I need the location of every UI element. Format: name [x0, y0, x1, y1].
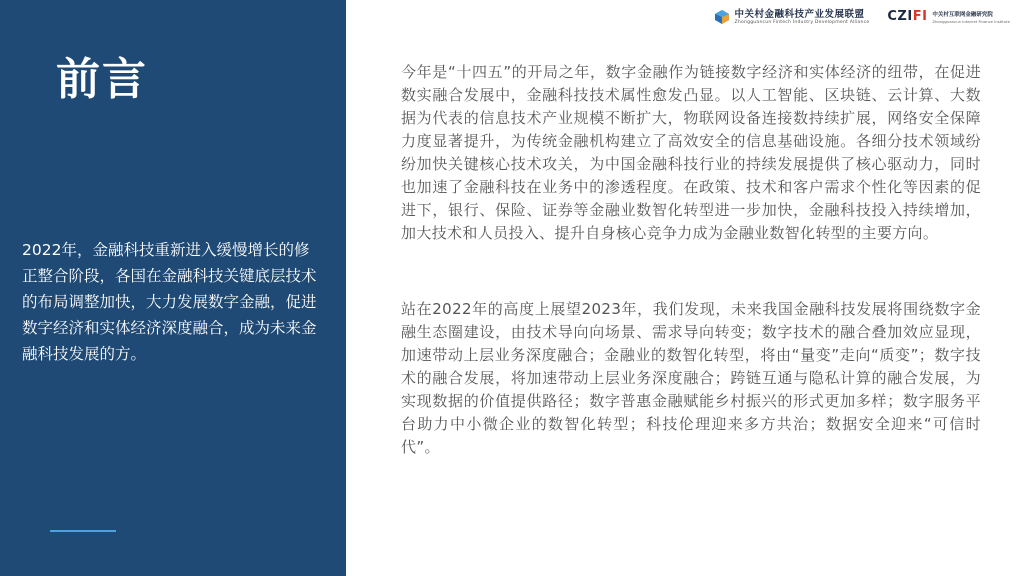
page-title: 前言 — [56, 54, 148, 105]
main-paragraph-2: 站在2022年的高度上展望2023年，我们发现，未来我国金融科技发展将围绕数字金融生态圈建设，由技术导向向场景、需求导向转变；数字技术的融合叠加效应显现，加速带动上层业务深度融合；金融业的数智化转型，将由“量变”走向“质变”；数字技术的融合发展，将加速带动上层业务深度融合；跨链互通与隐私计算的融合发展，为实现数据的价值提供路径；数字普惠金融赋能乡村振兴的形式更加多样；数字服务平台助力中小微企业的数智化转型；科技伦理迎来多方共治；数据安全迎来“可信时代”。 — [401, 300, 981, 456]
accent-divider — [50, 530, 116, 532]
institute-logo — [887, 10, 1010, 24]
header-logos — [714, 4, 1011, 30]
left-panel — [0, 0, 346, 576]
alliance-logo — [714, 9, 870, 26]
alliance-name-en: Zhongguancun Fintech Industry Development Alliance — [734, 19, 870, 25]
sidebar-summary: 2022年，金融科技重新进入缓慢增长的修正整合阶段，各国在金融科技关键底层技术的布局调整加快，大力发展数字金融，促进数字经济和实体经济深度融合，成为未来金融科技发展的方。 — [22, 241, 317, 363]
alliance-name-cn: 中关村金融科技产业发展联盟 — [734, 8, 865, 20]
main-paragraph-1: 今年是“十四五”的开局之年，数字金融作为链接数字经济和实体经济的纽带，在促进数实融合发展中，金融科技技术属性愈发凸显。以人工智能、区块链、云计算、大数据为代表的信息技术产业规模不断扩大，物联网设备连接数持续扩展，网络安全保障力度显著提升，为传统金融机构建立了高效安全的信息基础设施。各细分技术领域纷纷加快关键核心技术攻关，为中国金融科技行业的持续发展提供了核心驱动力，同时也加速了金融科技在业务中的渗透程度。在政策、技术和客户需求个性化等因素的促进下，银行、保险、证券等金融业数智化转型进一步加快，金融科技投入持续增加，加大技术和人员投入、提升自身核心竞争力成为金融业数智化转型的主要方向。 — [401, 63, 981, 242]
institute-name-cn: 中关村互联网金融研究院 — [932, 11, 993, 18]
alliance-logo-icon — [714, 9, 730, 25]
institute-name-en: Zhongguancun Internet Finance Institute — [932, 18, 1010, 24]
institute-logo-mark: CZIFI — [887, 9, 928, 24]
